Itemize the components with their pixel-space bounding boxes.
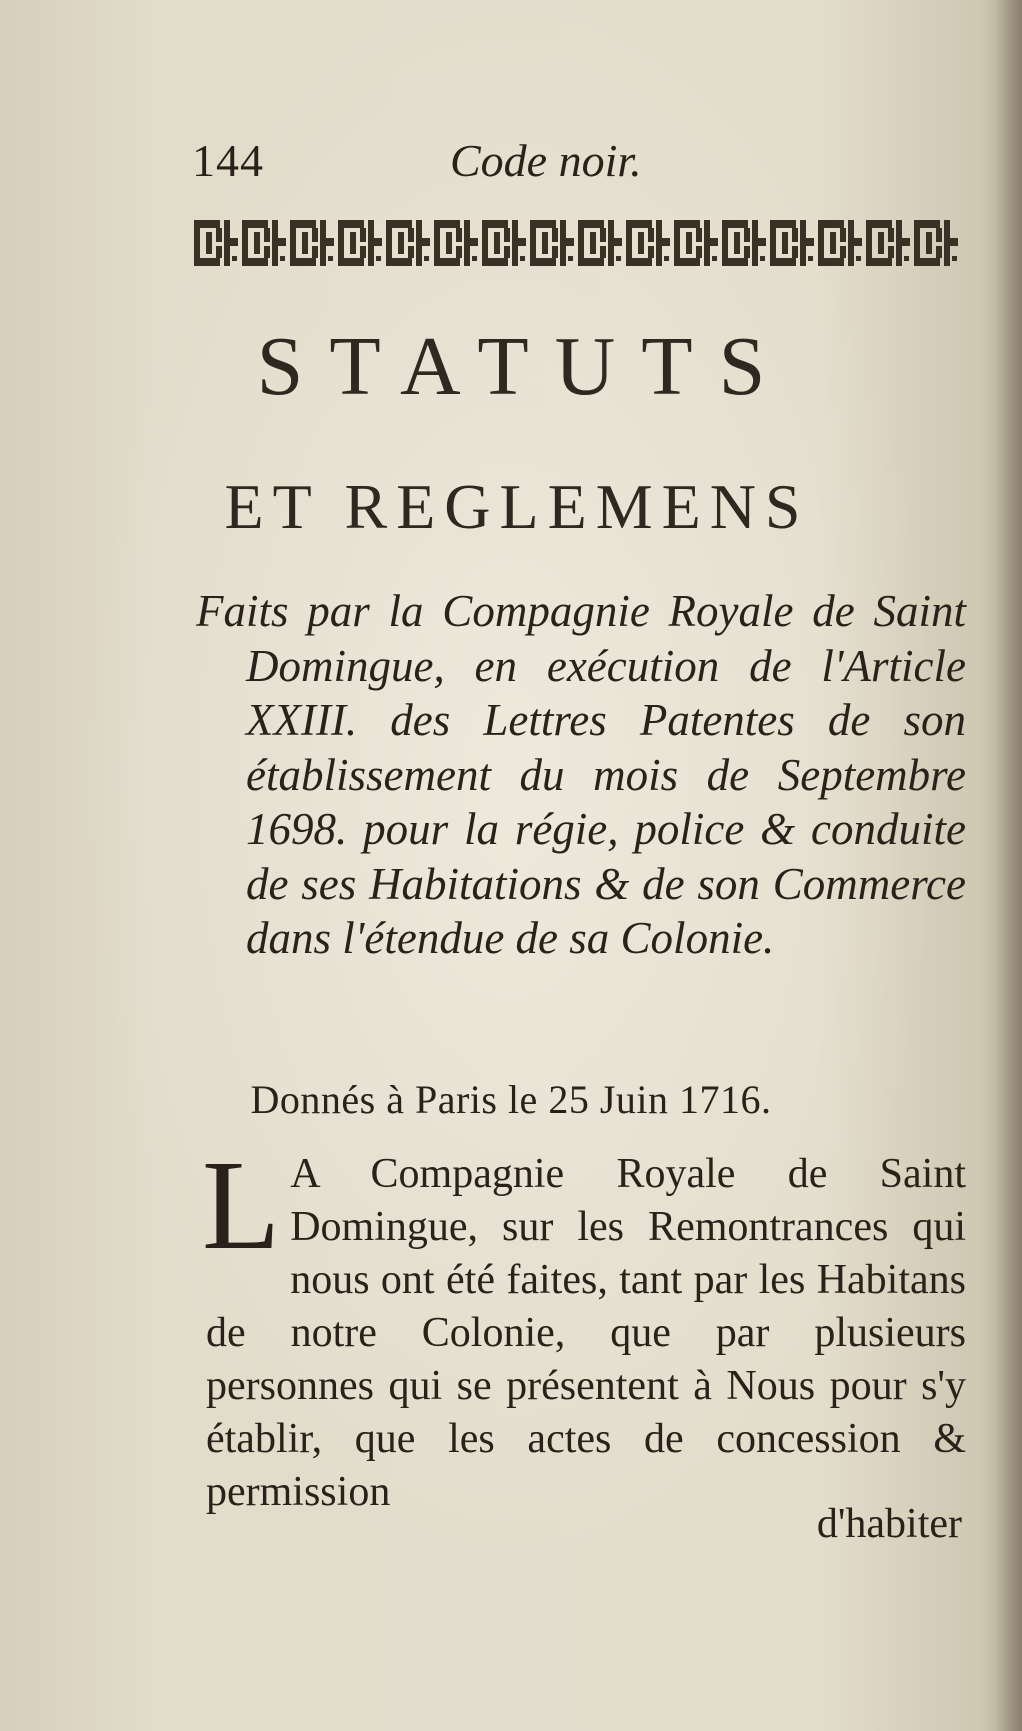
title-main: STATUTS xyxy=(256,320,792,413)
page-edge-shadow xyxy=(996,0,1022,1731)
body-text: A Compagnie Royale de Saint Domingue, sur les Remontrances qui nous ont été faites, tant par les Habitans de notre Colonie, que par plusieurs personnes qui se présentent à Nous pour s'y établir, que les actes de concession & permission xyxy=(206,1151,966,1515)
intro-paragraph xyxy=(196,584,966,966)
drop-cap: L xyxy=(202,1134,281,1276)
dateline: Donnés à Paris le 25 Juin 1716. xyxy=(250,1077,772,1122)
page-header xyxy=(192,128,962,198)
title-sub: ET REGLEMENS xyxy=(224,471,810,542)
page-number: 144 xyxy=(192,135,264,186)
body-paragraph xyxy=(202,1134,966,1519)
catchword: d'habiter xyxy=(816,1501,962,1547)
decorative-ornament-band xyxy=(192,212,962,274)
intro-text: Faits par la Compagnie Royale de Saint Domingue, en exécution de l'Article XXIII. des Lettres Patentes de son établissement du mois de Septembre 1698. pour la régie, police & conduite de ses Habitations & de son Commerce dans l'étendue de sa Colonie. xyxy=(196,586,966,963)
running-title: Code noir. xyxy=(450,135,642,186)
